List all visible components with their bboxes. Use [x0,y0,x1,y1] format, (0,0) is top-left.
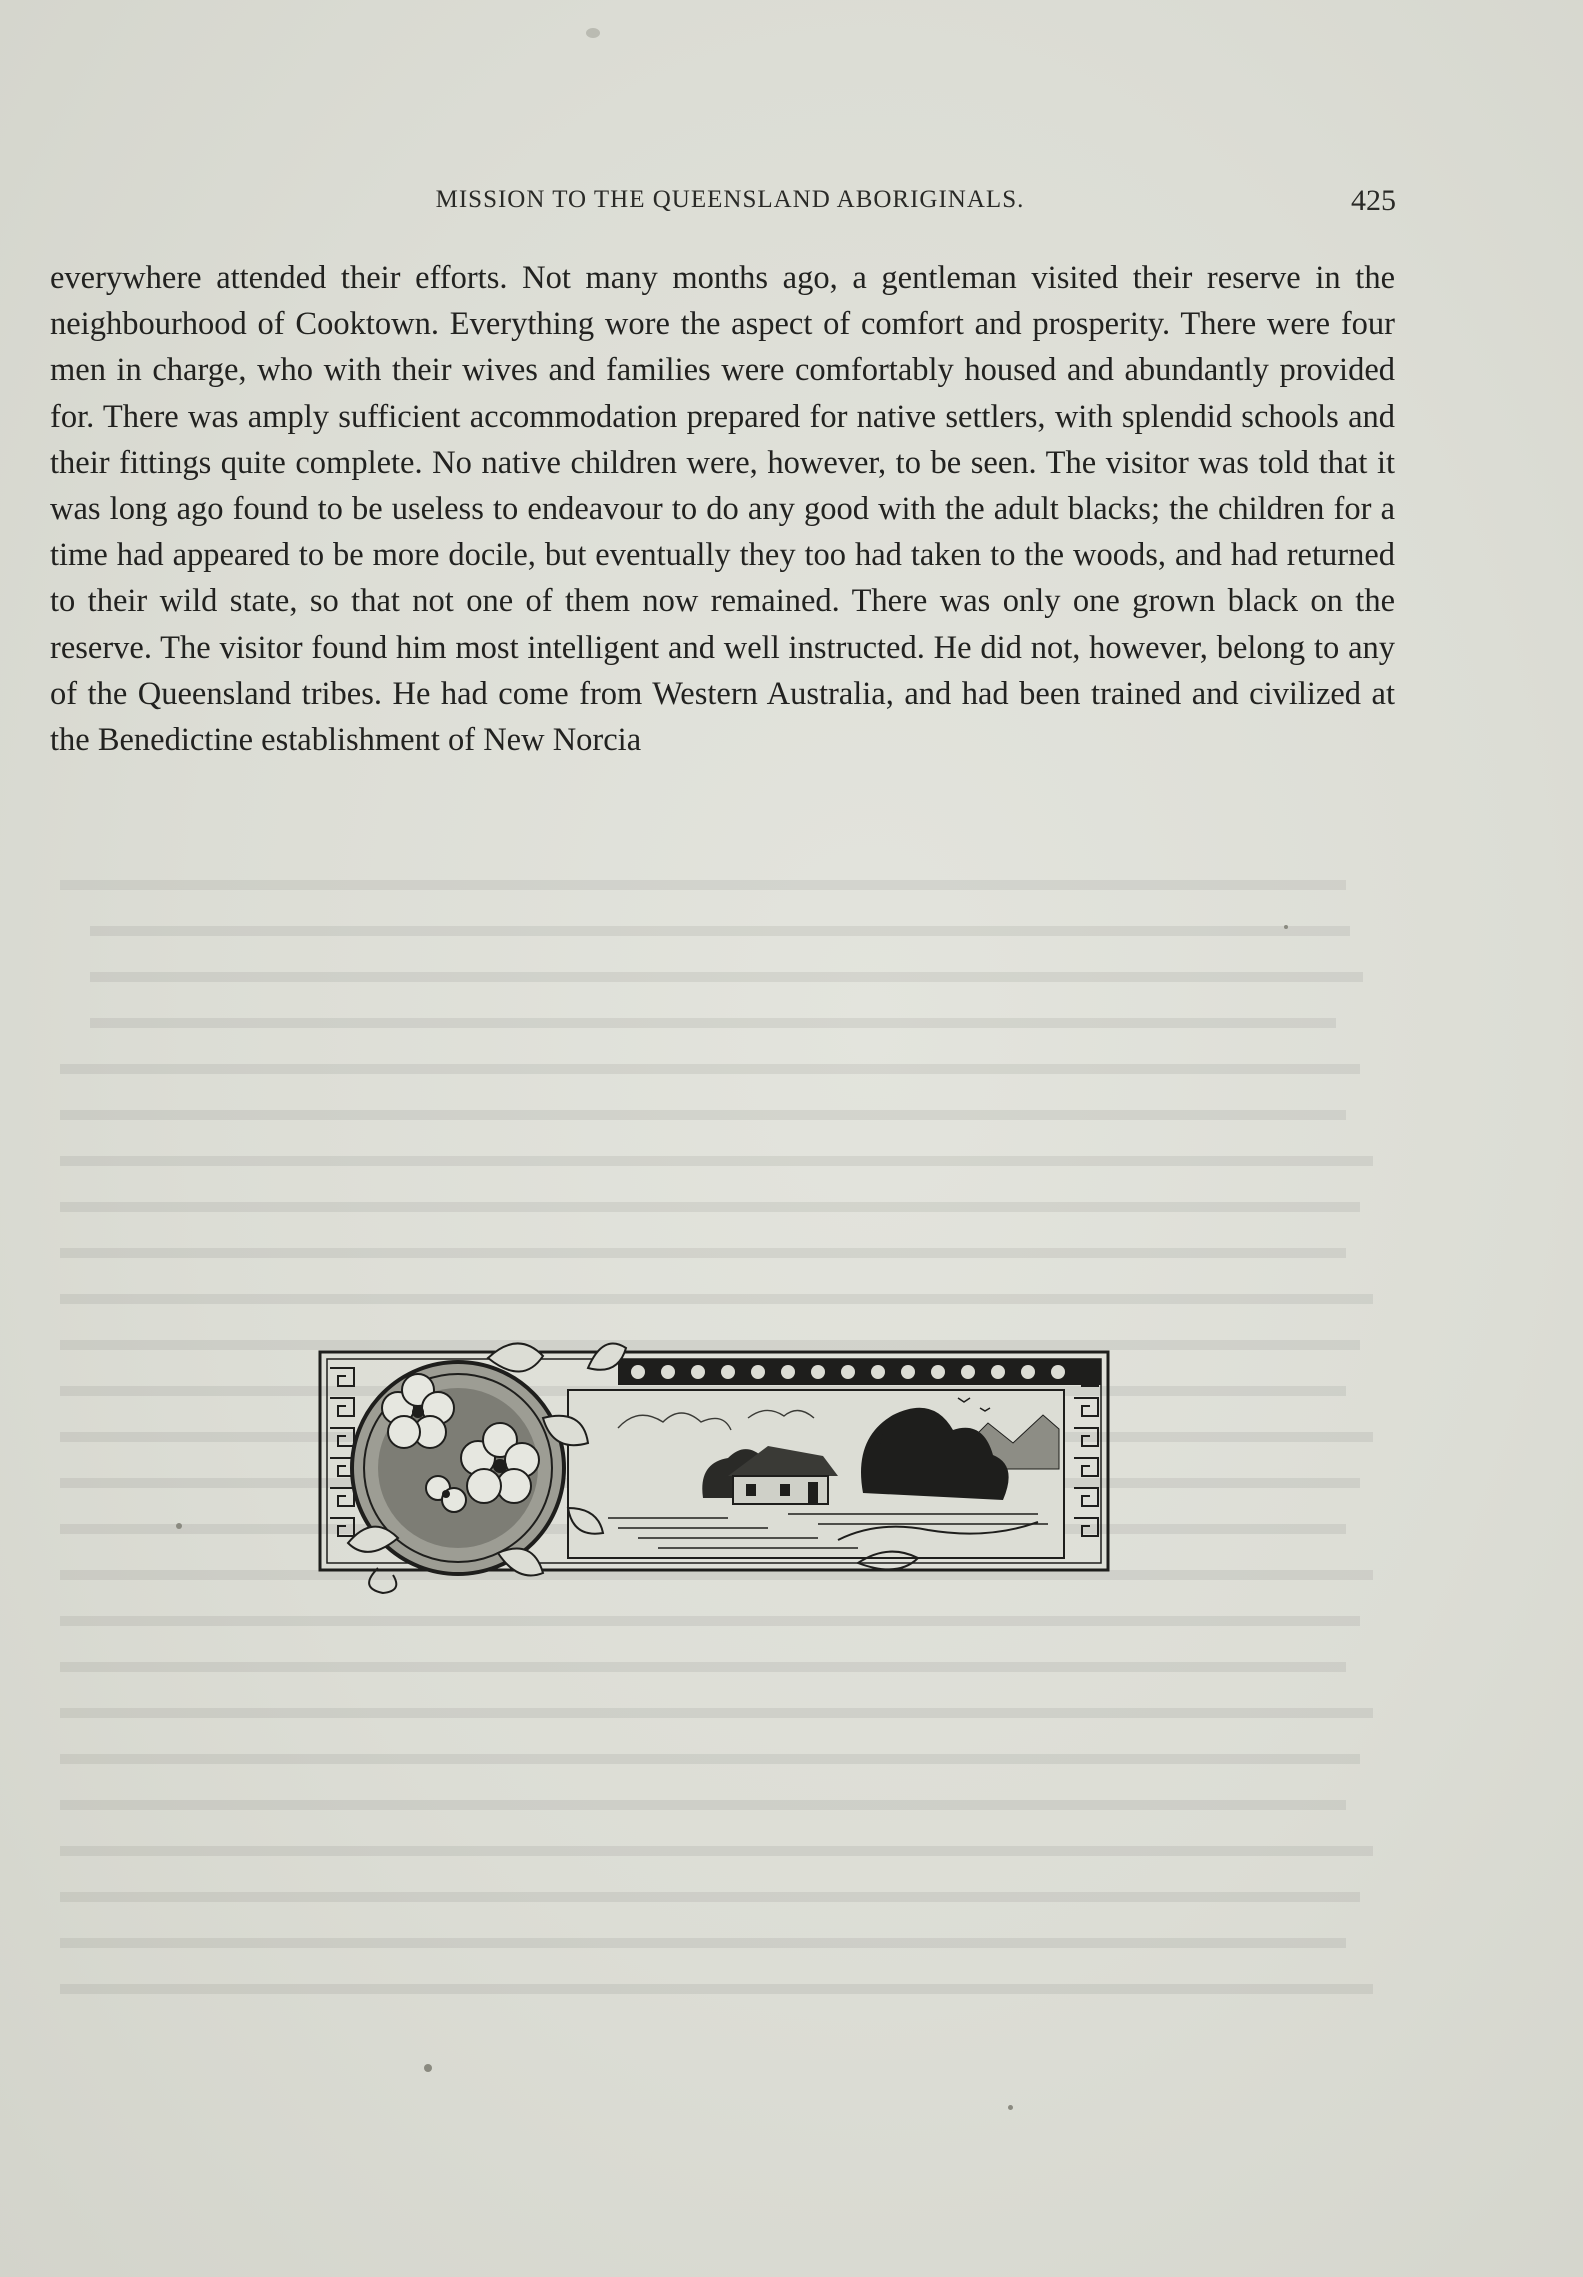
foxing-spot [1008,2105,1013,2110]
foxing-spot [1284,925,1288,929]
tailpiece-vignette [318,1328,1110,1598]
foxing-spot [176,1523,182,1529]
page-number: 425 [1351,184,1396,217]
running-title: MISSION TO THE QUEENSLAND ABORIGINALS. [435,186,1025,213]
foxing-spot [586,28,600,38]
body-paragraph: everywhere attended their efforts. Not many months ago, a gentleman visited their reserve in the neighbourhood of Cooktown. Everything wore the aspect of comfort and prosperity. There were four men in charge, who with their wives and families were comfortably housed and abundantly provided for. There was amply sufficient accommodation prepared for native settlers, with splendid schools and their fittings quite complete. No native children were, however, to be seen. The visitor was told that it was long ago found to be useless to endeavour to do any good with the adult blacks; the children for a time had appeared to be more docile, but eventually they too had taken to the woods, and had returned to their wild state, so that not one of them now remained. There was only one grown black on the reserve. The visitor found him most intelligent and well instructed. He did not, however, belong to any of the Queensland tribes. He had come from Western Australia, and had been trained and civilized at the Benedictine establishment of New Norcia [50,260,1395,759]
foxing-spot [424,2064,432,2072]
